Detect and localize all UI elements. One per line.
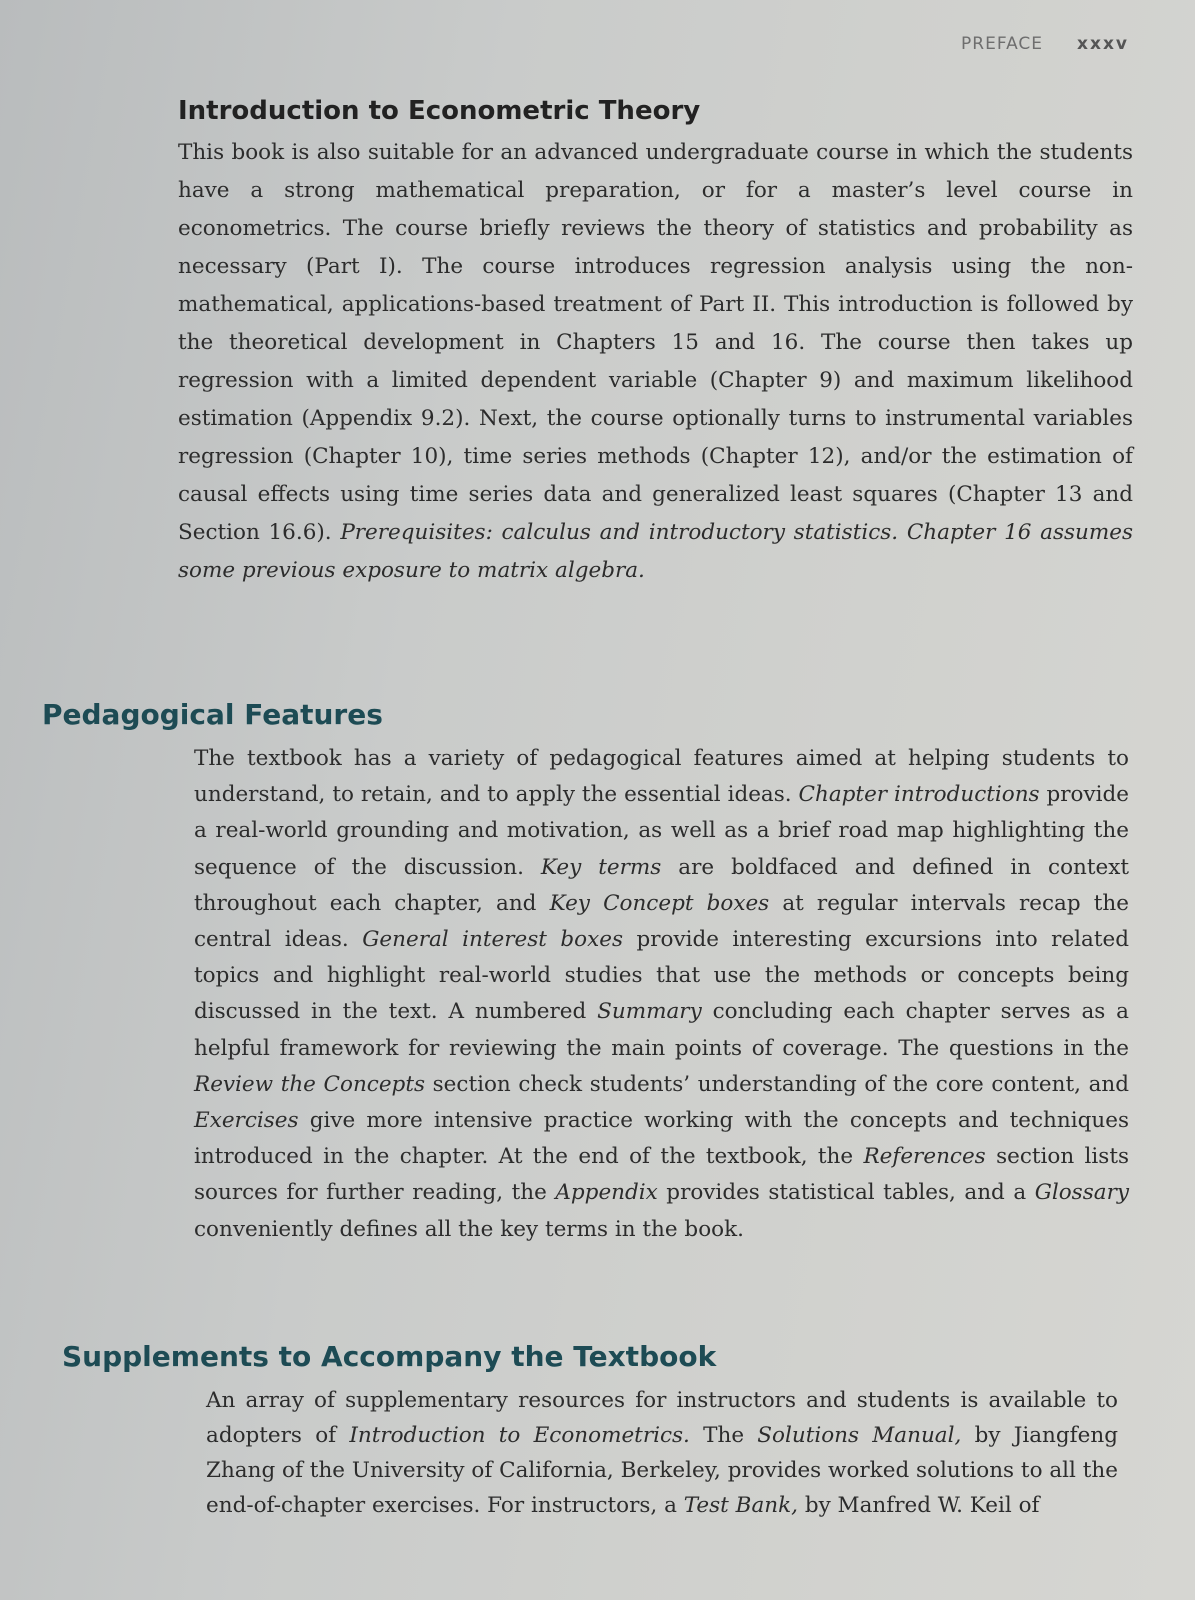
text-run: The textbook has a variety of pedagogical features aimed at helping students to understand, to retain, and to apply the essential ideas. — [194, 746, 1129, 808]
text-run: provide interesting excursions into related topics and highlight real-world studies that use the methods or concepts being discussed in the text. A numbered — [194, 927, 1129, 1025]
italic-run: Solutions Manual, — [757, 1423, 962, 1448]
text-run: provides statistical tables, and a — [657, 1180, 1035, 1206]
text-run: concluding each chapter serves as a helpful framework for reviewing the main points of coverage. The questions in the — [194, 999, 1129, 1061]
paragraph — [194, 741, 1129, 1248]
italic-run: Summary — [597, 999, 702, 1025]
italic-run: Key Concept boxes — [549, 890, 770, 916]
section-pedagogical-features — [42, 698, 1152, 1248]
text-run: section lists sources for further reading, the — [194, 1144, 1129, 1206]
page-number: xxxv — [1077, 34, 1129, 54]
text-run: An array of supplementary resources for instructors and students is available to adopters of — [206, 1388, 1118, 1448]
text-run: at regular intervals recap the central ideas. — [194, 890, 1129, 953]
italic-run: Test Bank, — [683, 1493, 798, 1518]
text-run: give more intensive practice working with the concepts and techniques introduced in the chapter. At the end of the textbook, the — [194, 1108, 1129, 1170]
paragraph — [206, 1383, 1118, 1523]
text-run: by Jiangfeng Zhang of the University of California, Berkeley, provides worked solutions to all the end-of-chapter exercises. For instructors, a — [206, 1423, 1118, 1518]
italic-run: Review the Concepts — [194, 1071, 425, 1097]
text-run: This book is also suitable for an advanced undergraduate course in which the students have a strong mathematical preparation, or for a master’s level course in econometrics. The course briefly reviews the theory of statistics and probability as necessary (Part I). The course introduces regression analysis using the non-mathematical, applications-based treatment of Part II. This introduction is followed by the theoretical development in Chapters 15 and 16. The course then takes up regression with a limited dependent variable (Chapter 9) and maximum likelihood estimation (Appendix 9.2). Next, the course optionally turns to instrumental variables regression (Chapter 10), time series methods (Chapter 12), and/or the estimation of causal effects using time series data and generalized least squares (Chapter 13 and Section 16.6). — [178, 140, 1133, 545]
paragraph — [178, 134, 1133, 590]
text-run: by Manfred W. Keil of — [797, 1493, 1040, 1518]
text-run: section check students’ understanding of the core content, and — [425, 1071, 1129, 1097]
italic-run: References — [863, 1144, 986, 1170]
italic-run: Prerequisites: calculus and introductory statistics. Chapter 16 assumes some previous exposure to matrix algebra. — [178, 520, 1134, 583]
running-head — [961, 34, 1129, 54]
section-heading: Supplements to Accompany the Textbook — [62, 1340, 717, 1373]
text-run: are boldfaced and defined in context throughout each chapter, and — [194, 854, 1129, 916]
subsection-heading: Introduction to Econometric Theory — [178, 96, 701, 126]
italic-run: Key terms — [540, 854, 662, 880]
section-econometric-theory — [178, 96, 1138, 590]
italic-run: Introduction to Econometrics. — [349, 1423, 690, 1448]
running-head-section: PREFACE — [961, 34, 1044, 54]
italic-run: Chapter introductions — [798, 782, 1040, 808]
italic-run: General interest boxes — [362, 927, 623, 953]
italic-run: Glossary — [1034, 1180, 1129, 1206]
text-run: The — [689, 1423, 758, 1448]
italic-run: Appendix — [555, 1180, 658, 1206]
section-heading: Pedagogical Features — [42, 698, 383, 731]
text-run: provide a real-world grounding and motivation, as well as a brief road map highlighting the sequence of the discussion. — [194, 782, 1129, 880]
text-run: conveniently defines all the key terms in the book. — [194, 1216, 744, 1242]
italic-run: Exercises — [194, 1108, 299, 1134]
section-supplements — [62, 1340, 1162, 1523]
